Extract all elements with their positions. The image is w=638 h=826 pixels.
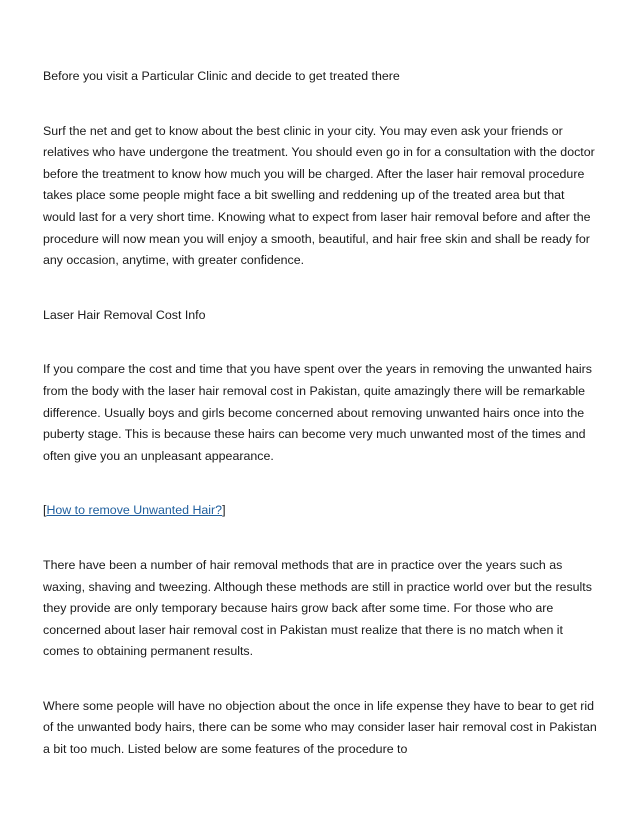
- link-line: [43, 500, 599, 522]
- link-open-bracket: [: [43, 503, 47, 518]
- section-heading-clinic: Before you visit a Particular Clinic and decide to get treated there: [43, 69, 400, 83]
- paragraph-clinic-advice: Surf the net and get to know about the best clinic in your city. You may even ask your friends or relatives who have undergone the treatment. You should even go in for a consultation with the doctor before the treatment to know how much you will be charged. After the laser hair removal procedure takes place some people might face a bit swelling and reddening up of the treated area but that would last for a very short time. Knowing what to expect from laser hair removal before and after the procedure will now mean you will enjoy a smooth, beautiful, and hair free skin and shall be ready for any occasion, anytime, with greater confidence.: [43, 123, 595, 268]
- how-to-remove-hair-link[interactable]: How to remove Unwanted Hair?: [46, 503, 223, 518]
- section-heading-cost-info: Laser Hair Removal Cost Info: [43, 307, 206, 322]
- paragraph-cost-comparison: If you compare the cost and time that you have spent over the years in removing the unwanted hairs from the body with the laser hair removal cost in Pakistan, quite amazingly there will be remarkable difference. Usually boys and girls become concerned about removing unwanted hairs once into the puberty stage. This is because these hairs can become very much unwanted most of the times and often give you an unpleasant appearance.: [43, 362, 592, 463]
- paragraph-removal-methods: There have been a number of hair removal methods that are in practice over the years such as waxing, shaving and tweezing. Although these methods are still in practice world over but the results they provide are only temporary because hairs grow back after some time. For those who are concerned about laser hair removal cost in Pakistan must realize that there is no match when it comes to obtaining permanent results.: [43, 557, 592, 659]
- link-close-bracket: ]: [222, 503, 226, 518]
- document-body: [43, 66, 599, 761]
- paragraph-expense: Where some people will have no objection about the once in life expense they have to bear to get rid of the unwanted body hairs, there can be some who may consider laser hair removal cost in Pakistan a bit too much. Listed below are some features of the procedure to: [43, 698, 597, 757]
